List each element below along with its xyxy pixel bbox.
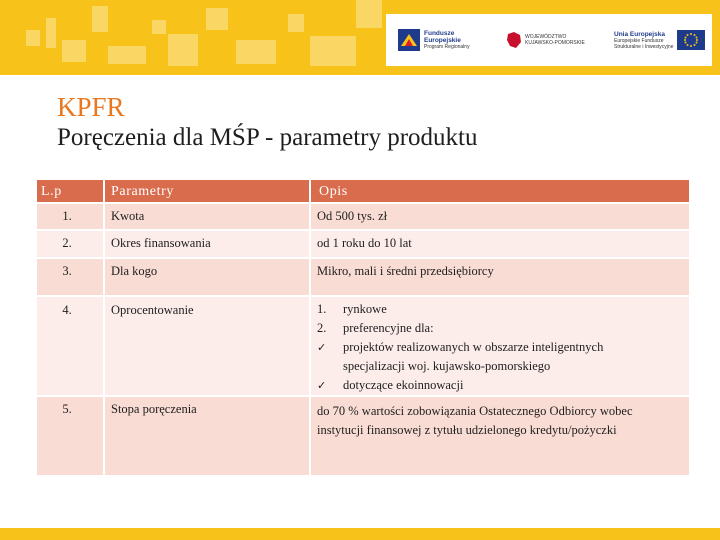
slide-title (57, 92, 477, 154)
opis-line: instytucji finansowej z tytułu udzielonego kredytu/pożyczki (317, 423, 617, 437)
list-item (317, 376, 683, 395)
list-text: projektów realizowanych w obszarze inteligentnych (343, 340, 604, 354)
opis-list (317, 300, 683, 395)
header-lp: L.p (36, 179, 104, 203)
logo-line: Unia Europejska (614, 30, 665, 38)
row-opis (310, 296, 690, 396)
logo-line: Europejskie (424, 37, 461, 44)
title-main: Poręczenia dla MŚP - parametry produktu (57, 124, 478, 151)
list-item (317, 300, 683, 319)
list-item (317, 338, 683, 357)
logo-line: KUJAWSKO-POMORSKIE (525, 40, 585, 46)
wojewodztwo-logo (506, 14, 585, 66)
unia-europejska-logo (614, 14, 705, 66)
list-marker: 1. (317, 302, 327, 316)
list-text: preferencyjne dla: (343, 321, 434, 335)
opis-line: do 70 % wartości zobowiązania Ostatecznego Odbiorcy wobec (317, 404, 633, 418)
table-header-row (36, 179, 690, 203)
header-parametry: Parametry (104, 179, 310, 203)
fundusze-europejskie-icon (398, 29, 420, 51)
product-parameters-table (35, 178, 691, 477)
list-text: dotyczące ekoinnowacji (343, 378, 464, 392)
logo-strip (386, 14, 712, 66)
row-param: Dla kogo (104, 258, 310, 296)
row-number: 3. (36, 258, 104, 296)
row-number: 5. (36, 396, 104, 476)
list-item (317, 357, 683, 376)
top-banner (0, 0, 720, 75)
logo-line: Strukturalne i Inwestycyjne (614, 43, 674, 50)
row-param: Stopa poręczenia (104, 396, 310, 476)
list-text: specjalizacji woj. kujawsko-pomorskiego (343, 359, 551, 373)
eu-flag-icon (677, 30, 705, 50)
row-param: Okres finansowania (104, 230, 310, 258)
header-opis: Opis (310, 179, 690, 203)
row-opis: Od 500 tys. zł (310, 203, 690, 230)
bottom-bar (0, 528, 720, 540)
row-param: Kwota (104, 203, 310, 230)
list-text: rynkowe (343, 302, 387, 316)
list-marker (317, 357, 343, 376)
check-icon: ✓ (317, 379, 327, 392)
table-row (36, 396, 690, 476)
row-opis: od 1 roku do 10 lat (310, 230, 690, 258)
row-number: 1. (36, 203, 104, 230)
check-icon: ✓ (317, 341, 327, 354)
logo-line: Program Regionalny (424, 44, 470, 50)
logo-line: Europejskie Fundusze (614, 37, 664, 44)
table-row (36, 230, 690, 258)
row-number: 4. (36, 296, 104, 396)
list-item (317, 319, 683, 338)
list-marker: 2. (317, 321, 327, 335)
row-opis: Mikro, mali i średni przedsiębiorcy (310, 258, 690, 296)
row-opis (310, 396, 690, 476)
table-row (36, 258, 690, 296)
table-row (36, 296, 690, 396)
logo-line: Fundusze (424, 30, 455, 37)
wojewodztwo-map-icon (506, 31, 522, 49)
logo-line: WOJEWÓDZTWO (525, 34, 567, 40)
row-param: Oprocentowanie (104, 296, 310, 396)
row-number: 2. (36, 230, 104, 258)
table-row (36, 203, 690, 230)
title-kpfr: KPFR (57, 92, 125, 122)
fundusze-europejskie-logo (398, 14, 470, 66)
